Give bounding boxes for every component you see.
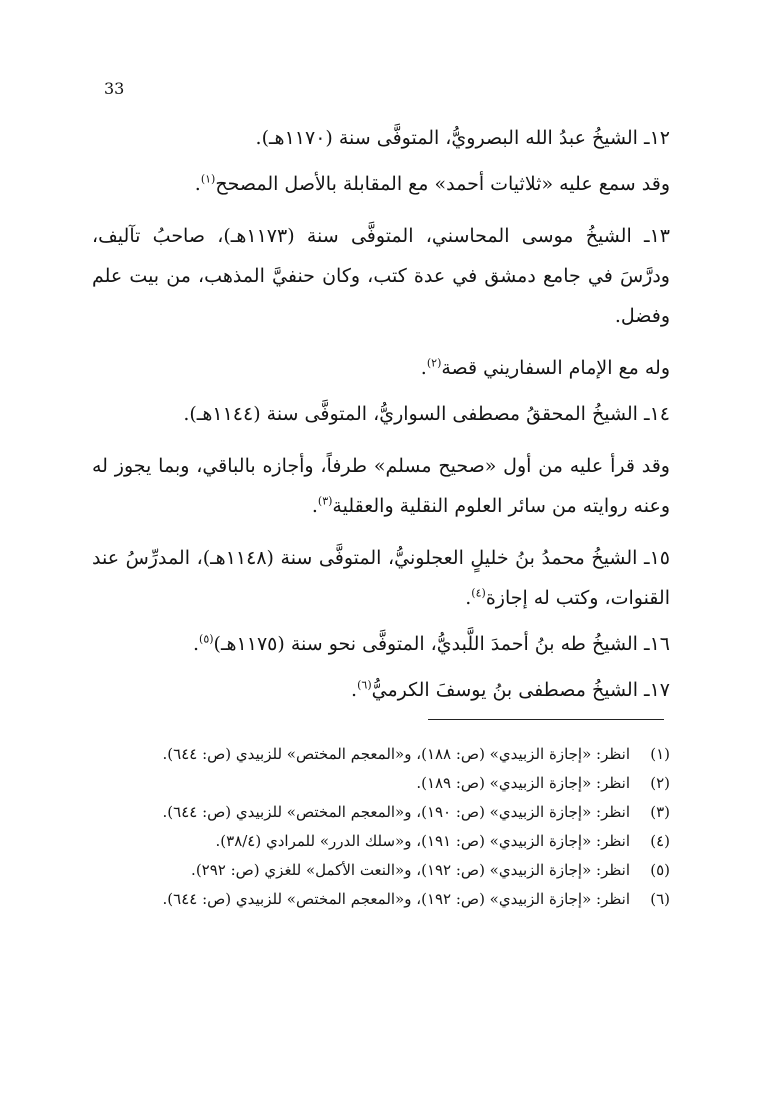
entry-14: ١٤ـ الشيخُ المحققُ مصطفى السواريُّ، المتوفَّى سنة (١١٤٤هـ).: [183, 403, 670, 425]
footnote-text: انظر: «إجازة الزبيدي» (ص: ١٩٢)، و«النعت الأكمل» للغزي (ص: ٢٩٢).: [191, 861, 630, 879]
footnote-number: (١): [650, 745, 670, 763]
footnotes: [92, 740, 670, 914]
entry-13: ١٣ـ الشيخُ موسى المحاسني، المتوفَّى سنة (١١٧٣هـ)، صاحبُ تآليف، ودرَّسَ في جامع دمشق في عدة كتب، وكان حنفيَّ المذهب، من بيت علم وفضل.: [92, 225, 670, 327]
footnote-number: (٥): [650, 861, 670, 879]
footnote-text: انظر: «إجازة الزبيدي» (ص: ١٩٠)، و«المعجم المختص» للزبيدي (ص: ٦٤٤).: [162, 803, 630, 821]
footnote-text: انظر: «إجازة الزبيدي» (ص: ١٩١)، و«سلك الدرر» للمرادي (٣٨/٤).: [215, 832, 630, 850]
footnote-number: (٢): [650, 774, 670, 792]
footnote-1: [92, 740, 670, 769]
entry-17: ١٧ـ الشيخُ مصطفى بنُ يوسفَ الكرميُّ$^{(٦)}$.: [351, 678, 670, 701]
entry-12: ١٢ـ الشيخُ عبدُ الله البصرويُّ، المتوفَّى سنة (١١٧٠هـ).: [255, 127, 670, 149]
entry-13-note: وله مع الإمام السفاريني قصة$^{(٢)}$.: [420, 356, 670, 379]
footnote-3: [92, 798, 670, 827]
footnote-4: [92, 827, 670, 856]
footnote-ref[interactable]: (٤): [471, 586, 486, 600]
page-number: 33: [104, 79, 125, 98]
footnote-text: انظر: «إجازة الزبيدي» (ص: ١٨٨)، و«المعجم المختص» للزبيدي (ص: ٦٤٤).: [162, 745, 630, 763]
footnote-6: [92, 885, 670, 914]
footnote-text: انظر: «إجازة الزبيدي» (ص: ١٨٩).: [416, 774, 630, 792]
footnote-number: (٤): [650, 832, 670, 850]
footnote-2: [92, 769, 670, 798]
footnote-5: [92, 856, 670, 885]
entry-14-note: وقد قرأ عليه من أول «صحيح مسلم» طرفاً، وأجازه بالباقي، وبما يجوز له وعنه روايته من سائر العلوم النقلية والعقلية$^{(٣)}$.: [92, 455, 670, 517]
footnote-ref[interactable]: (١): [200, 172, 216, 186]
footnote-separator: [428, 719, 664, 720]
footnote-text: انظر: «إجازة الزبيدي» (ص: ١٩٢)، و«المعجم المختص» للزبيدي (ص: ٦٤٤).: [162, 890, 630, 908]
footnote-number: (٦): [650, 890, 670, 908]
entry-16: ١٦ـ الشيخُ طه بنُ أحمدَ اللَّبديُّ، المتوفَّى نحو سنة (١١٧٥هـ)$^{(٥)}$.: [192, 632, 670, 655]
entry-15: ١٥ـ الشيخُ محمدُ بنُ خليلٍ العجلونيُّ، المتوفَّى سنة (١١٤٨هـ)، المدرِّسُ عند القنوات، وكتب له إجازة$^{(٤)}$.: [92, 547, 670, 609]
entry-12-note: وقد سمع عليه «ثلاثيات أحمد» مع المقابلة بالأصل المصحح$^{(١)}$.: [194, 172, 670, 195]
footnote-ref[interactable]: (٢): [426, 356, 442, 370]
footnote-ref[interactable]: (٦): [357, 678, 372, 692]
main-text: [92, 118, 670, 716]
footnote-number: (٣): [650, 803, 670, 821]
footnote-ref[interactable]: (٣): [317, 494, 333, 508]
footnote-ref[interactable]: (٥): [199, 632, 214, 646]
